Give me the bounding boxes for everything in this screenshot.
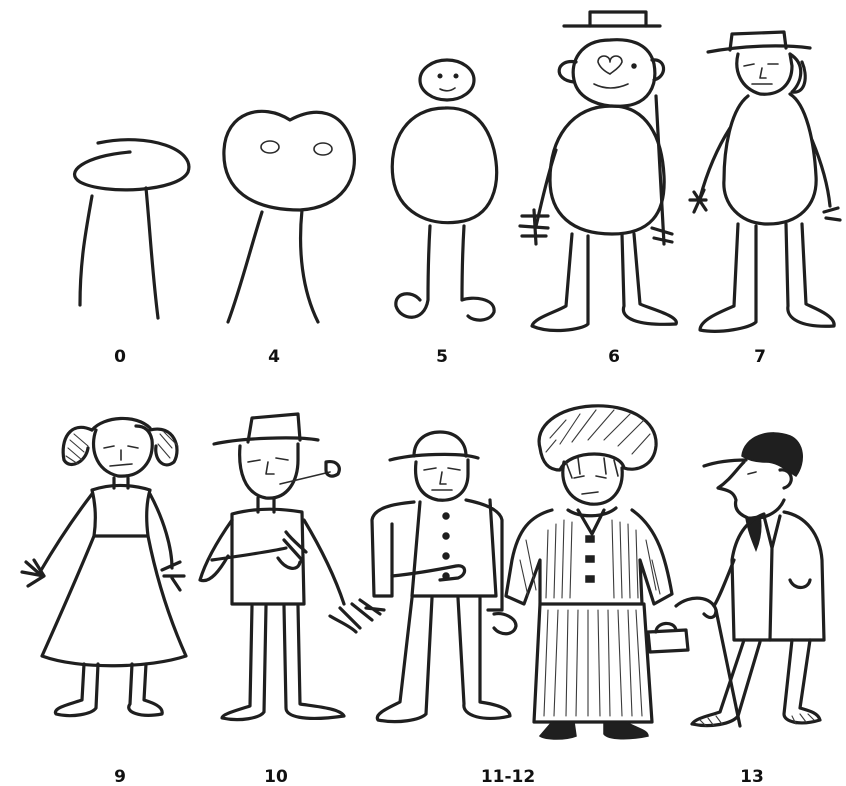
- skirt: [534, 604, 652, 722]
- right-hand: [494, 614, 516, 634]
- drawing-age-4: [224, 111, 354, 322]
- left-hand: [520, 210, 548, 244]
- right-eye: [314, 143, 332, 155]
- label-age-0: 0: [114, 347, 126, 367]
- drawing-age-10: [200, 414, 384, 720]
- lapels: [764, 516, 780, 640]
- label-age-10: 10: [264, 767, 288, 786]
- left-leg: [700, 224, 756, 331]
- drawing-age-0: [75, 140, 189, 318]
- left-leg: [222, 606, 266, 720]
- label-age-5: 5: [436, 347, 448, 367]
- left-leg: [55, 664, 98, 716]
- drawing-age-13: [676, 433, 824, 726]
- label-age-6: 6: [608, 347, 620, 367]
- handbag: [648, 623, 688, 652]
- eye: [748, 472, 756, 474]
- drawing-age-6: [520, 12, 676, 330]
- label-age-4: 4: [268, 347, 280, 367]
- left-leg: [377, 598, 432, 722]
- nose: [266, 462, 274, 474]
- left-hand: [22, 560, 44, 586]
- left-leg: [396, 226, 430, 317]
- right-leg: [284, 606, 344, 718]
- nose: [440, 472, 446, 484]
- left-leg: [228, 212, 262, 322]
- head: [240, 444, 298, 498]
- head: [420, 60, 474, 100]
- scribble-head: [75, 140, 189, 190]
- left-shoe: [540, 722, 576, 739]
- left-hand: [690, 190, 706, 212]
- label-age-13: 13: [740, 767, 764, 786]
- right-leg: [622, 234, 676, 324]
- eyes: [424, 468, 460, 470]
- hair-cap: [742, 433, 802, 476]
- drawing-age-11-12: [372, 432, 516, 722]
- right-leg: [458, 598, 510, 718]
- left-eye: [261, 141, 279, 153]
- face-profile: [718, 462, 784, 518]
- head: [416, 460, 468, 500]
- left-eye: [438, 74, 442, 78]
- drawing-age-5: [392, 60, 496, 320]
- skirt-stripes: [544, 610, 642, 716]
- coat: [732, 512, 824, 640]
- drawing-age-7: [690, 32, 840, 331]
- head: [737, 54, 792, 94]
- left-arm: [200, 520, 232, 581]
- hair-right-curl: [150, 429, 177, 465]
- right-hand: [330, 600, 384, 632]
- right-eye: [454, 74, 458, 78]
- coat: [372, 500, 502, 610]
- pocket: [790, 580, 810, 588]
- right-leg: [146, 188, 158, 318]
- body: [392, 108, 496, 223]
- hat-hatching: [546, 410, 650, 454]
- right-eye: [632, 64, 636, 68]
- body: [724, 94, 816, 224]
- pipe-bowl: [326, 462, 339, 476]
- right-shoe: [604, 722, 648, 739]
- right-leg: [129, 664, 162, 715]
- hat-crown: [414, 432, 466, 456]
- right-arm: [304, 520, 344, 604]
- large-hat: [539, 406, 656, 470]
- dress-button-3: [586, 576, 594, 582]
- heart-mark: [598, 56, 622, 74]
- mouth: [594, 84, 628, 88]
- tadpole-head: [224, 111, 354, 210]
- label-age-7: 7: [754, 347, 766, 367]
- dress-button-2: [586, 556, 594, 562]
- pipe-stem: [280, 472, 330, 484]
- right-hand: [162, 562, 184, 590]
- collar: [568, 508, 616, 534]
- label-age-9: 9: [114, 767, 126, 786]
- head: [94, 426, 153, 476]
- head: [563, 462, 622, 504]
- arm-across: [392, 566, 465, 580]
- eyes: [574, 476, 606, 478]
- right-leg: [786, 224, 834, 326]
- mouth: [440, 88, 455, 91]
- eyes: [104, 446, 138, 448]
- torso: [92, 486, 150, 537]
- hair-fringe: [566, 458, 618, 478]
- nose: [760, 68, 766, 78]
- coat-button-2: [443, 533, 449, 539]
- cane-handle: [676, 598, 716, 617]
- eyes: [744, 64, 778, 66]
- right-hand: [824, 208, 840, 220]
- left-leg: [532, 234, 588, 330]
- hat-brim: [214, 438, 318, 444]
- forearm-across: [212, 548, 286, 560]
- left-leg: [80, 196, 92, 305]
- coat-button-3: [443, 553, 449, 559]
- right-leg: [784, 640, 820, 723]
- drawing-age-9: [22, 418, 186, 715]
- mouth: [582, 492, 598, 494]
- head: [573, 40, 655, 107]
- mouth: [110, 464, 132, 466]
- right-leg: [301, 210, 318, 322]
- label-age-11-12: 11-12: [480, 767, 536, 786]
- drawing-woman: [506, 406, 688, 739]
- ear: [780, 470, 791, 488]
- coat-button-1: [443, 513, 449, 519]
- hat-crown: [590, 12, 646, 26]
- right-leg: [462, 226, 494, 320]
- body: [550, 106, 664, 234]
- hat-brim: [708, 46, 810, 52]
- dress-button-1: [586, 536, 594, 542]
- skirt: [42, 536, 186, 666]
